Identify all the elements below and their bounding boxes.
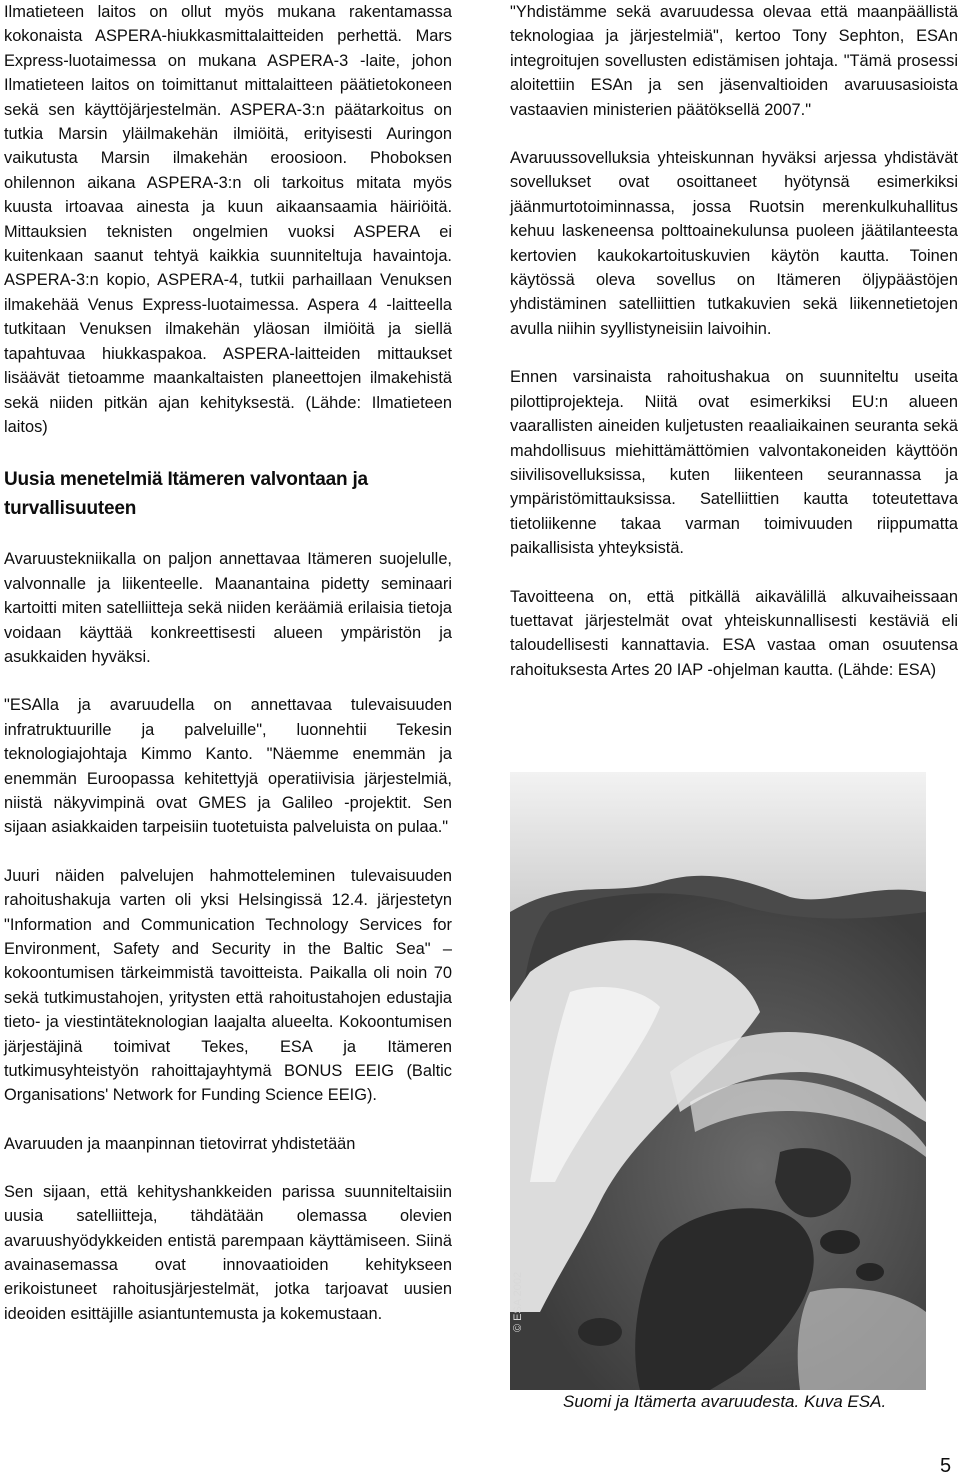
section-heading: Uusia menetelmiä Itämeren valvontaan ja turvallisuuteen	[4, 469, 368, 520]
satellite-image-svg	[510, 772, 926, 1390]
copyright-watermark: © ESA 2002	[512, 1271, 524, 1332]
left-column	[4, 0, 452, 1326]
body-paragraph: Tavoitteena on, että pitkällä aikavälillä alkuvaiheissaan tuettavat järjestelmät ovat yhteiskunnallisesti kestäviä eli taloudellisesti kannattavia. ESA vastaa oman osuutensa rahoituksesta Artes 20 IAP -ohjelman kautta. (Lähde: ESA)	[510, 587, 958, 679]
page-number: 5	[940, 1455, 952, 1477]
right-column	[510, 0, 958, 682]
body-paragraph: Avaruussovelluksia yhteiskunnan hyväksi arjessa yhdistävät sovellukset ovat osoittaneet hyötynsä esimerkiksi jäänmurtotoiminnassa, jossa Ruotsin merenkulkuhallitus kehuu laskeneensa polttoainekulunsa puoleen jäätilanteesta kertovien kaukokartoituskuvien käytön kautta. Toinen käytössä oleva sovellus on Itämeren öljypäästöjen yhdistäminen satelliittien tutkakuvien sekä liikennetietojen avulla niihin syyllistyneisiin laivoihin.	[510, 149, 958, 338]
satellite-photo	[510, 772, 926, 1390]
subheading: Avaruuden ja maanpinnan tietovirrat yhdistetään	[4, 1134, 356, 1153]
body-paragraph: "Yhdistämme sekä avaruudessa olevaa että maanpäällistä teknologiaa ja järjestelmiä", kertoo Tony Sephton, ESAn integroitujen sovellusten edistämisen johtaja. "Tämä prosessi aloitettiin ESAn ja sen jäsenvaltioiden avaruusasioista vastaavien ministerien päätöksellä 2007."	[510, 3, 958, 119]
image-caption: Suomi ja Itämerta avaruudesta. Kuva ESA.	[563, 1392, 887, 1411]
body-paragraph: Juuri näiden palvelujen hahmotteleminen tulevaisuuden rahoitushakuja varten oli yksi Helsingissä 12.4. järjestetyn "Information and Communication Technology Services for Environment, Safety and Security in the Baltic Sea" –kokoontumisen tärkeimmistä tavoitteista. Paikalla oli noin 70 sekä tutkimustahojen, yritysten että rahoitustahojen edustajia tieto- ja viestintäteknologian laajalta alueelta. Kokoontumisen järjestäjinä toimivat Tekes, ESA ja Itämeren tutkimusyhteistyön rahoittajayhtymä BONUS EEIG (Baltic Organisations' Network for Funding Science EEIG).	[4, 866, 452, 1105]
body-paragraph: Ennen varsinaista rahoitushakua on suunniteltu useita pilottiprojekteja. Niitä ovat esimerkiksi EU:n alueen vaarallisten aineiden kuljetusten reaaliaikainen seuranta sekä mahdollisuus miehittämättömien valvontakoneiden käyttöön siivilisovelluksissa, kuten liikenteen seurannassa ja ympäristömittauksissa. Satelliittien kautta toteutettava tietoliikenne takaa varman toimivuuden riippumatta paikallisista yhteyksistä.	[510, 368, 958, 558]
body-paragraph: Sen sijaan, että kehityshankkeiden parissa suunniteltaisiin uusia satelliitteja, tähdätään olemassa olevien avaruushyödykkeiden entistä parempaan käyttämiseen. Siinä avainasemassa ovat innovaatioiden kehitykseen erikoistuneet rahoitusjärjestelmät, jotka tarjoavat uusien ideoiden esittäjille asiantuntemusta ja kokemustaan.	[4, 1182, 452, 1323]
body-paragraph: "ESAlla ja avaruudella on annettavaa tulevaisuuden infratruktuurille ja palveluille", luonnehtii Tekesin teknologiajohtaja Kimmo Kanto. "Näemme enemmän ja enemmän Euroopassa kehitettyjä operatiivisia järjestelmiä, niistä näkyvimpinä ovat GMES ja Galileo -projektit. Sen sijaan asiakkaiden tarpeisiin tuotetuista palveluista on pulaa."	[4, 696, 452, 837]
body-paragraph: Ilmatieteen laitos on ollut myös mukana rakentamassa kokonaista ASPERA-hiukkasmittalaitteiden perhettä. Mars Express-luotaimessa on mukana ASPERA-3 -laite, johon Ilmatieteen laitos on toimittanut mittalaitteen päätietokoneen sekä sen käyttöjärjestelmän. ASPERA-3:n päätarkoitus on tutkia Marsin yläilmakehän ilmiöitä, erityisesti Auringon vaikutusta Marsin ilmakehän eroosioon. Phoboksen ohilennon aikana ASPERA-3:n oli tarkoitus mitata myös kuusta irtoavaa ainesta ja kuun aikaansaamia häiriöitä. Mittauksien teknisten ongelmien vuoksi ASPERA ei kuitenkaan saanut tehtyä kaikkia suunniteltuja havaintoja. ASPERA-3:n kopio, ASPERA-4, tutkii parhaillaan Venuksen ilmakehää Venus Express-luotaimessa. Aspera 4 -laitteella tutkitaan Venuksen ilmakehän yläosan ilmiöitä ja siellä tapahtuvaa hiukkaspakoa. ASPERA-laitteiden mittaukset lisäävät tietoamme maankaltaisten planeettojen ilmakehistä sekä niiden pitkän ajan kehityksestä. (Lähde: Ilmatieteen laitos)	[4, 3, 452, 436]
body-paragraph: Avaruustekniikalla on paljon annettavaa Itämeren suojelulle, valvonnalle ja liikenteelle. Maanantaina pidetty seminaari kartoitti miten satelliitteja sekä niiden keräämiä erilaisia tietoja voidaan käyttää konkreettisesti alueen ympäristön ja asukkaiden hyväksi.	[4, 550, 452, 666]
